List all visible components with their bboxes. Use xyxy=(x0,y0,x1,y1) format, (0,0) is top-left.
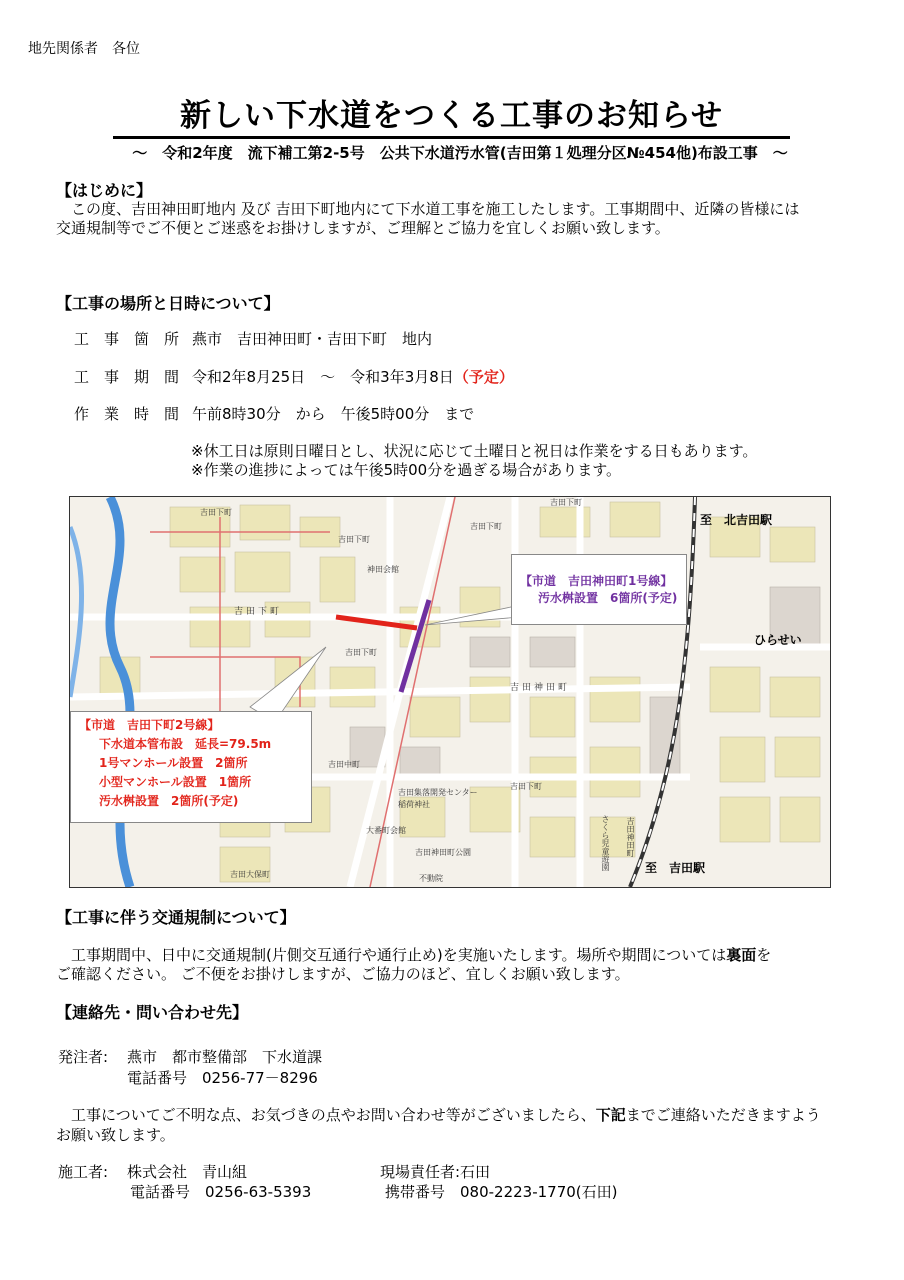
inquiry-line-2: お願い致します。 xyxy=(56,1126,175,1144)
map-drawing xyxy=(70,497,830,887)
subtitle: ～ 令和2年度 流下補工第2-5号 公共下水道汚水管(吉田第１処理分区№454他)布設工事 ～ xyxy=(132,144,788,162)
period-label: 工 事 期 間 xyxy=(74,368,180,386)
map-label-hirasei: ひらせい xyxy=(754,633,802,647)
map-label-yoshida-shimo-top-3: 吉田下町 xyxy=(470,522,502,531)
traffic-text-back: 裏面 xyxy=(726,946,757,964)
map-label-ooban: 大番町会館 xyxy=(366,826,406,835)
callout-shimo-route xyxy=(70,711,312,823)
schedule-note-1: ※休工日は原則日曜日とし、状況に応じて土曜日と祝日は作業をする日もあります。 xyxy=(191,442,758,460)
inquiry-text-below: 下記 xyxy=(595,1106,626,1124)
callout-shimo-small-manhole: 小型マンホール設置 1箇所 xyxy=(99,775,252,789)
map-label-kanda-kaikan: 神田会館 xyxy=(367,565,399,574)
map-label-yoshida-omiya: 吉田大保町 xyxy=(230,870,270,879)
period-value xyxy=(192,366,514,387)
hours-label: 作 業 時 間 xyxy=(74,405,180,423)
page-title: 新しい下水道をつくる工事のお知らせ xyxy=(113,90,790,139)
map-label-center: 吉田集落開発センター xyxy=(398,788,478,797)
callout-shimo-title: 【市道 吉田下町2号線】 xyxy=(79,718,220,732)
inquiry-text-a: 工事についてご不明な点、お気づきの点やお問い合わせ等がございましたら、 xyxy=(56,1106,596,1124)
site-map xyxy=(69,496,831,888)
callout-kanda-route xyxy=(511,554,687,625)
orderer-value: 燕市 都市整備部 下水道課 xyxy=(127,1048,323,1066)
map-label-yoshida-shimo-top-2: 吉田下町 xyxy=(550,498,582,507)
schedule-note-2: ※作業の進捗によっては午後5時00分を過ぎる場合があります。 xyxy=(191,461,622,479)
map-label-inari: 稲荷神社 xyxy=(398,800,430,809)
callout-shimo-basin: 汚水桝設置 2箇所(予定) xyxy=(99,794,239,808)
map-label-yoshida-kanda: 吉田神田町 xyxy=(510,683,571,693)
addressee: 地先関係者 各位 xyxy=(28,41,140,57)
map-label-kanda-koen: 吉田神田町公園 xyxy=(415,848,471,857)
period-note: （予定） xyxy=(453,368,514,386)
callout-shimo-manhole: 1号マンホール設置 2箇所 xyxy=(99,756,248,770)
traffic-line-1 xyxy=(56,944,771,965)
traffic-line-2: ご確認ください。 ご不便をお掛けしますが、ご協力のほど、宜しくお願い致します。 xyxy=(56,965,630,983)
location-label: 工 事 箇 所 xyxy=(74,330,180,348)
location-value: 燕市 吉田神田町・吉田下町 地内 xyxy=(192,330,433,348)
map-label-kita-yoshida: 至 北吉田駅 xyxy=(700,513,773,527)
map-label-kanda-cho: 吉田神田町 xyxy=(626,817,635,857)
traffic-heading: 【工事に伴う交通規制について】 xyxy=(56,908,296,927)
hours-value: 午前8時30分 から 午後5時00分 まで xyxy=(192,405,475,423)
callout-kanda-title: 【市道 吉田神田町1号線】 xyxy=(520,574,673,588)
callout-kanda-detail: 汚水桝設置 6箇所(予定) xyxy=(538,591,678,605)
traffic-text-c: を xyxy=(756,946,772,964)
schedule-heading: 【工事の場所と日時について】 xyxy=(56,294,280,313)
site-manager-tel: 携帯番号 080-2223-1770(石田) xyxy=(385,1183,618,1201)
map-label-yoshida-shimo-3: 吉田下町 xyxy=(338,535,370,544)
inquiry-text-c: までご連絡いただきますよう xyxy=(625,1106,821,1124)
intro-line-2: 交通規制等でご不便とご迷惑をお掛けしますが、ご理解とご協力を宜しくお願い致します。 xyxy=(56,219,670,237)
contact-heading: 【連絡先・問い合わせ先】 xyxy=(56,1003,249,1022)
callout-shimo-pipe: 下水道本管布設 延長=79.5m xyxy=(99,737,272,751)
orderer-tel: 電話番号 0256-77－8296 xyxy=(127,1069,318,1087)
period-dates: 令和2年8月25日 ～ 令和3年3月8日 xyxy=(192,368,454,386)
traffic-text-a: 工事期間中、日中に交通規制(片側交互通行や通行止め)を実施いたします。場所や期間については xyxy=(56,946,727,964)
map-label-shitamachi-shinmei: 吉田下町 xyxy=(510,782,542,791)
contractor-value: 株式会社 青山組 xyxy=(127,1163,248,1181)
site-manager: 現場責任者:石田 xyxy=(380,1163,491,1181)
map-label-yoshida-shimo-top: 吉田下町 xyxy=(200,508,232,517)
map-label-fudoin: 不動院 xyxy=(419,874,443,883)
map-label-yoshida-shimo-2: 吉田下町 xyxy=(345,648,377,657)
orderer-label: 発注者: xyxy=(58,1048,109,1066)
map-label-sakura: さくら児童遊園 xyxy=(601,815,610,871)
intro-line-1: この度、吉田神田町地内 及び 吉田下町地内にて下水道工事を施工したします。工事期間中、近隣の皆様には xyxy=(56,200,800,218)
map-label-yoshida-station: 至 吉田駅 xyxy=(645,861,706,875)
contractor-label: 施工者: xyxy=(58,1163,109,1181)
map-label-yoshida-shimo: 吉田下町 xyxy=(234,607,283,617)
contractor-tel: 電話番号 0256-63-5393 xyxy=(130,1183,312,1201)
map-label-yoshida-naka: 吉田中町 xyxy=(328,760,360,769)
intro-heading: 【はじめに】 xyxy=(56,181,153,200)
inquiry-line-1 xyxy=(56,1104,821,1125)
